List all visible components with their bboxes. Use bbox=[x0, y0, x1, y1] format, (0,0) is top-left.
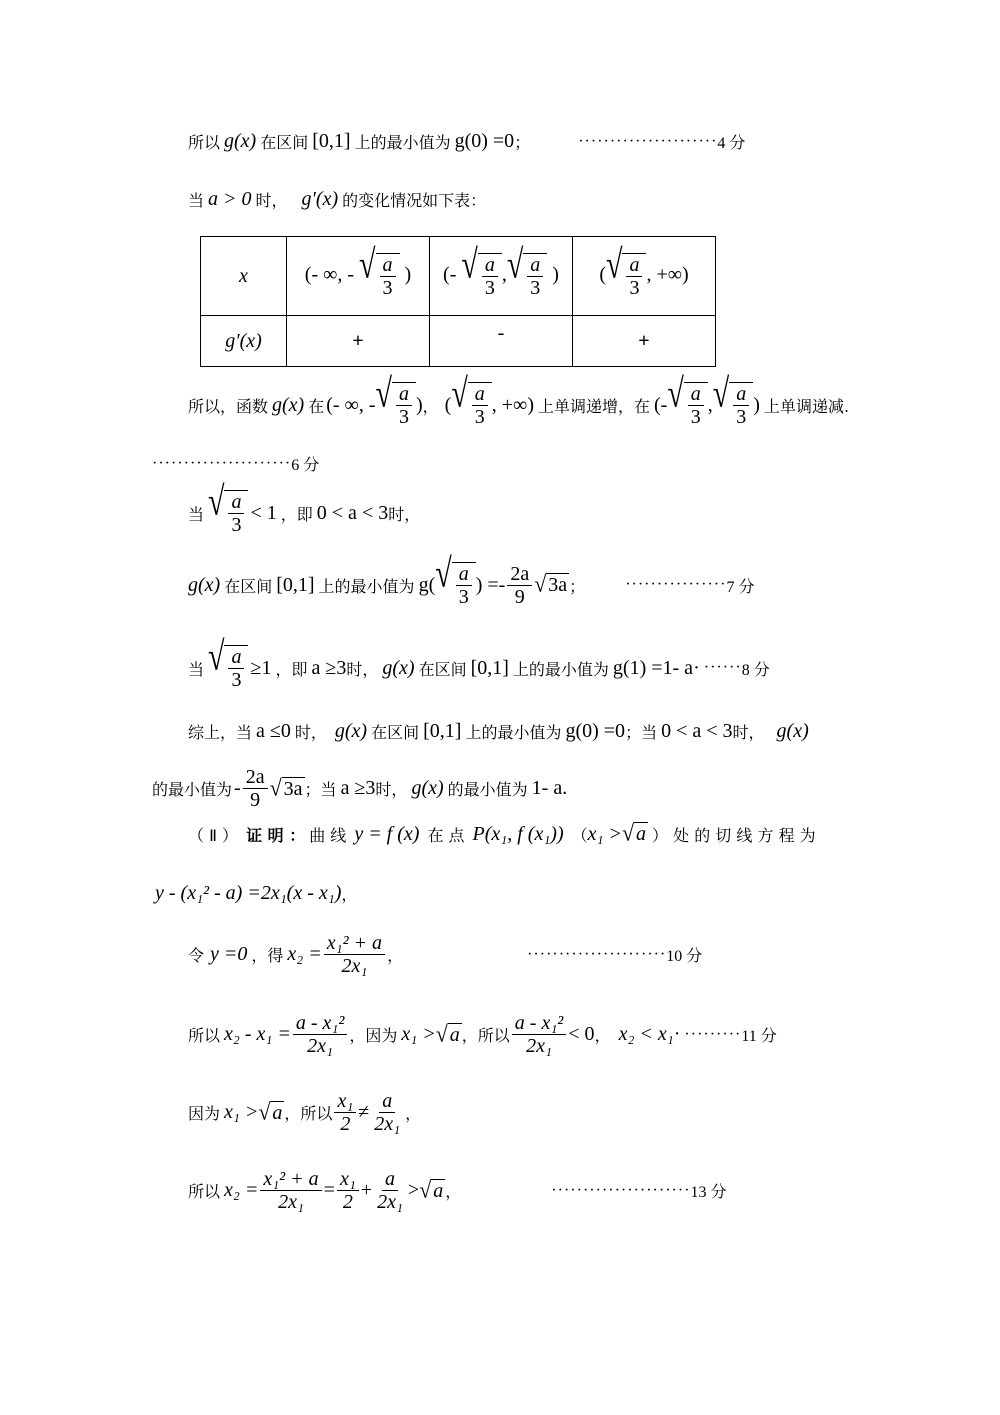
text: ，即 bbox=[275, 659, 308, 679]
text: 当 bbox=[188, 504, 205, 524]
math: ≥1 bbox=[250, 656, 272, 679]
math: ) =- bbox=[475, 573, 506, 596]
math: , +∞) bbox=[491, 393, 534, 416]
math: g(x) bbox=[411, 777, 444, 799]
text: 时， bbox=[732, 723, 765, 742]
sqrt: √ $\frac{a}{3}$ bbox=[451, 382, 491, 428]
math: 1- a bbox=[531, 777, 563, 799]
math: g′(x) bbox=[301, 188, 339, 210]
math: g(x) bbox=[272, 393, 305, 416]
sqrt: √ 3a bbox=[269, 773, 303, 801]
text: ， bbox=[422, 396, 439, 416]
line-6 bbox=[188, 551, 755, 608]
math: y =0 bbox=[210, 943, 248, 965]
text: ） 处 的 切 线 方 程 为 bbox=[652, 825, 816, 845]
text: ；当 bbox=[625, 723, 658, 742]
math: g( bbox=[418, 573, 436, 596]
text: 的最小值为 bbox=[447, 780, 528, 799]
score-dots: ················ bbox=[625, 576, 727, 593]
fraction: $\frac{a}{\text{2x₁}}$ bbox=[377, 1168, 403, 1213]
table-cell: g′(x) bbox=[201, 316, 287, 367]
math: [0,1] bbox=[470, 656, 509, 679]
math: x₁ > bbox=[224, 1101, 259, 1123]
math: [0,1] bbox=[423, 720, 462, 742]
math: x₂ < x₁ bbox=[618, 1023, 674, 1045]
text: 时， bbox=[388, 504, 421, 524]
text: 在区间 bbox=[418, 659, 467, 679]
line-4 bbox=[152, 452, 319, 475]
math: x₂ = bbox=[224, 1179, 259, 1201]
math: < 1 bbox=[250, 501, 277, 524]
score-dots: ······ bbox=[703, 659, 742, 676]
text: 在 点 bbox=[427, 825, 465, 845]
text: ， bbox=[387, 946, 404, 965]
math: > bbox=[407, 1179, 420, 1201]
math: ( bbox=[444, 393, 452, 416]
math: ) bbox=[753, 393, 760, 416]
sqrt: √ a bbox=[419, 1175, 444, 1203]
math: 0 < a < 3 bbox=[661, 720, 733, 742]
variation-table bbox=[200, 236, 716, 367]
line-15 bbox=[188, 1168, 727, 1213]
fraction: $\frac{\text{x₁}}{2}$ bbox=[337, 1168, 359, 1213]
text: 上的最小值为 bbox=[512, 659, 609, 679]
math: a ≥3 bbox=[311, 656, 347, 679]
score-dots: ······················ bbox=[527, 945, 667, 963]
line-1 bbox=[188, 130, 745, 153]
sqrt: √ a bbox=[621, 819, 647, 846]
text: ，得 bbox=[251, 946, 284, 965]
fraction: $\frac{2a}{9}$ bbox=[243, 766, 268, 811]
text: ，因为 bbox=[349, 1026, 398, 1045]
table-cell: + bbox=[287, 316, 430, 367]
sqrt: √ $\frac{a}{3}$ bbox=[713, 382, 753, 428]
math: g(1) =1- a bbox=[612, 656, 694, 679]
table-row bbox=[201, 316, 716, 367]
math: a ≥3 bbox=[340, 777, 376, 799]
text: 时， bbox=[346, 659, 379, 679]
math: · bbox=[673, 1023, 681, 1045]
math: P(x₁, f (x₁)) bbox=[472, 822, 564, 845]
text: （ bbox=[571, 825, 588, 845]
text: 时， bbox=[294, 723, 327, 742]
sqrt: √ $\frac{a}{3}$ bbox=[208, 490, 248, 536]
math: g(0) =0 bbox=[565, 720, 626, 742]
text: 所以 bbox=[188, 133, 221, 152]
text: 上的最小值为 bbox=[354, 133, 451, 152]
line-14 bbox=[188, 1090, 421, 1135]
text: 上的最小值为 bbox=[318, 576, 415, 596]
fraction: $\frac{\text{a - x₁²}}{\text{2x₁}}$ bbox=[293, 1012, 348, 1057]
text: ； bbox=[514, 133, 531, 152]
sqrt: √ a bbox=[435, 1019, 460, 1047]
score: 11 分 bbox=[741, 1028, 777, 1045]
score-dots: ········· bbox=[684, 1025, 742, 1043]
text: ，所以 bbox=[461, 1026, 510, 1045]
sqrt: √ $\frac{a}{3}$ bbox=[507, 253, 547, 299]
text: 曲 线 bbox=[309, 825, 347, 845]
fraction: $\frac{\text{x₁² + a}}{\text{2x₁}}$ bbox=[324, 932, 385, 977]
score-dots: ······················ bbox=[152, 454, 292, 472]
text: 因为 bbox=[188, 1104, 221, 1123]
text: 令 bbox=[188, 946, 205, 965]
fraction: $\frac{\text{x₁}}{2}$ bbox=[334, 1090, 356, 1135]
text: 上的最小值为 bbox=[465, 723, 562, 742]
line-7 bbox=[188, 634, 770, 691]
text: 当 bbox=[188, 659, 205, 679]
line-12 bbox=[188, 932, 702, 977]
math: a > 0 bbox=[208, 188, 252, 210]
text: 所以 bbox=[188, 1026, 221, 1045]
score-dots: ······················ bbox=[551, 1181, 691, 1199]
math: y - (x₁² - a) =2x₁(x - x₁) bbox=[155, 882, 342, 904]
score: 4 分 bbox=[717, 135, 746, 152]
math: y = f (x) bbox=[354, 822, 420, 845]
line-5 bbox=[188, 479, 421, 536]
text: ， bbox=[341, 885, 358, 904]
line-3 bbox=[188, 371, 850, 428]
math: = bbox=[323, 1179, 335, 1201]
line-13 bbox=[188, 1012, 777, 1057]
math: g(x) bbox=[382, 656, 415, 679]
sqrt: √ $\frac{a}{3}$ bbox=[461, 253, 501, 299]
text: ， bbox=[594, 1026, 611, 1045]
text: ；当 bbox=[304, 780, 337, 799]
text: ； bbox=[569, 576, 586, 596]
line-2 bbox=[188, 188, 486, 211]
text: ， bbox=[405, 1104, 422, 1123]
math: . bbox=[562, 777, 568, 799]
table-cell: (- ∞, - √ $\frac{a}{3}$ ) bbox=[287, 237, 430, 316]
math: g(x) bbox=[776, 720, 809, 742]
text: 在 bbox=[308, 396, 325, 416]
math: g(x) bbox=[188, 573, 221, 596]
text: 上单调递增，在 bbox=[537, 396, 650, 416]
proof-label: 证 明 ： bbox=[246, 825, 306, 845]
sqrt: √ $\frac{a}{3}$ bbox=[359, 253, 399, 299]
math: g(0) =0 bbox=[454, 130, 515, 152]
table-cell: (- √ $\frac{a}{3}$ , √ $\frac{a}{3}$ ) bbox=[430, 237, 573, 316]
text: 当 bbox=[188, 191, 205, 210]
line-8 bbox=[188, 720, 809, 743]
fraction: $\frac{a}{\text{2x₁}}$ bbox=[374, 1090, 401, 1135]
math: g(x) bbox=[334, 720, 368, 742]
text: 所以，函数 bbox=[188, 396, 269, 416]
text: 综上，当 bbox=[188, 723, 253, 742]
score: 7 分 bbox=[726, 578, 755, 596]
text: ， bbox=[445, 1182, 462, 1201]
text: 所以 bbox=[188, 1182, 221, 1201]
math: + bbox=[360, 1179, 373, 1201]
math: x₁ > bbox=[587, 822, 622, 845]
math: , bbox=[707, 393, 713, 416]
math: · bbox=[693, 656, 700, 679]
text: 在区间 bbox=[260, 133, 309, 152]
table-cell: ( √ $\frac{a}{3}$ , +∞) bbox=[573, 237, 716, 316]
text: （ Ⅱ ） bbox=[188, 825, 239, 845]
math: g(x) bbox=[224, 130, 257, 152]
text: 上单调递减. bbox=[763, 396, 850, 416]
sqrt: √ $\frac{a}{3}$ bbox=[435, 562, 475, 608]
line-10 bbox=[188, 819, 816, 846]
math: < 0 bbox=[568, 1023, 595, 1045]
sqrt: √ $\frac{a}{3}$ bbox=[375, 382, 415, 428]
score: 10 分 bbox=[666, 948, 703, 965]
score: 8 分 bbox=[741, 661, 770, 679]
text: 时， bbox=[255, 191, 288, 210]
math: ≠ bbox=[358, 1101, 370, 1123]
text: 在区间 bbox=[371, 723, 420, 742]
sqrt: √ 3a bbox=[534, 570, 568, 597]
table-cell: x bbox=[201, 237, 287, 316]
math: x₂ = bbox=[287, 943, 322, 965]
math: a ≤0 bbox=[256, 720, 291, 742]
text: ，即 bbox=[280, 504, 313, 524]
score-dots: ······················ bbox=[578, 132, 718, 150]
math: ) bbox=[415, 393, 423, 416]
text: 的最小值为 bbox=[152, 780, 233, 799]
text: 时， bbox=[375, 780, 408, 799]
fraction: $\frac{2a}{9}$ bbox=[507, 563, 532, 608]
fraction: $\frac{\text{x₁² + a}}{\text{2x₁}}$ bbox=[260, 1168, 321, 1213]
sqrt: √ a bbox=[258, 1097, 283, 1125]
score: 6 分 bbox=[291, 457, 320, 474]
table-cell: - bbox=[430, 316, 573, 367]
math: [0,1] bbox=[276, 573, 315, 596]
text: ，所以 bbox=[284, 1104, 333, 1123]
sqrt: √ $\frac{a}{3}$ bbox=[667, 382, 707, 428]
fraction: $\frac{\text{a - x₁²}}{\text{2x₁}}$ bbox=[512, 1012, 567, 1057]
text: 在区间 bbox=[224, 576, 273, 596]
text: 的变化情况如下表： bbox=[342, 191, 487, 210]
math: (- bbox=[654, 393, 668, 416]
math: (- ∞, - bbox=[326, 393, 376, 416]
score: 13 分 bbox=[690, 1184, 727, 1201]
table-row bbox=[201, 237, 716, 316]
math: 0 < a < 3 bbox=[316, 501, 389, 524]
math: x₂ - x₁ = bbox=[224, 1023, 291, 1045]
sqrt: √ $\frac{a}{3}$ bbox=[606, 253, 646, 299]
line-9 bbox=[152, 766, 567, 811]
math: x₁ > bbox=[401, 1023, 436, 1045]
math: [0,1] bbox=[312, 130, 351, 152]
table-cell: + bbox=[573, 316, 716, 367]
sqrt: √ $\frac{a}{3}$ bbox=[208, 645, 248, 691]
math: - bbox=[234, 777, 241, 799]
line-11 bbox=[155, 882, 357, 905]
